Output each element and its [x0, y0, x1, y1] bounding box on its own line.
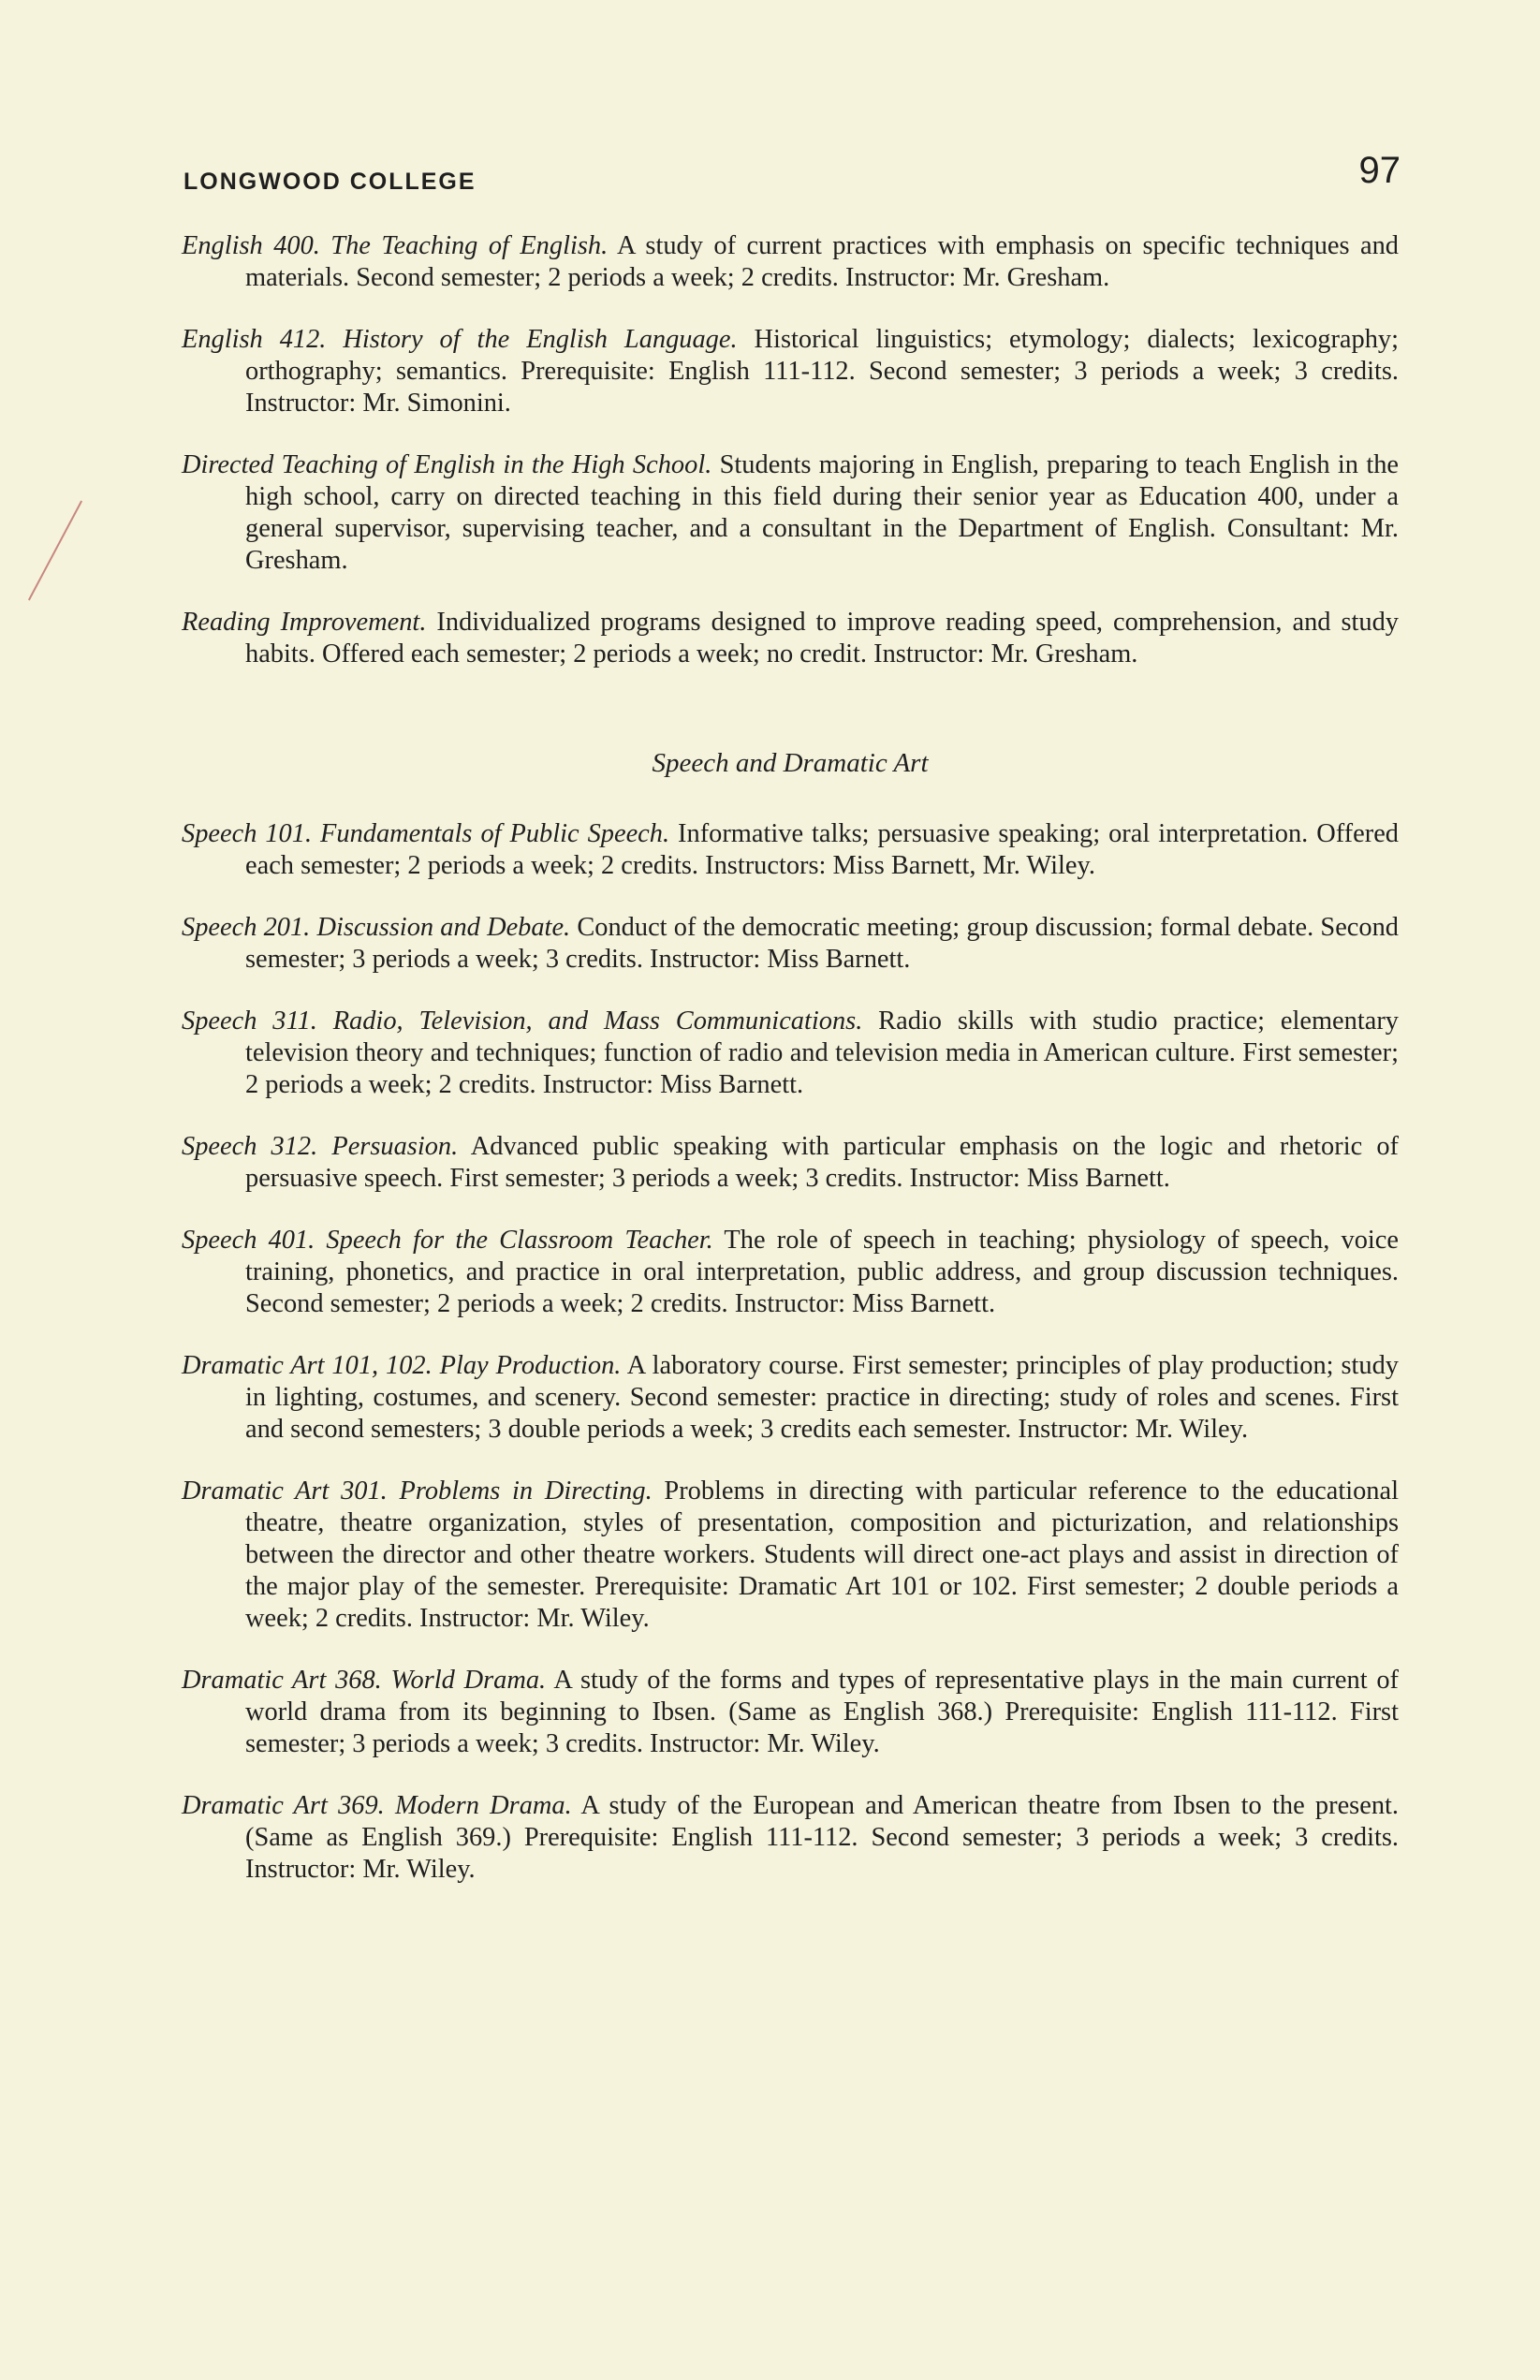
course-description: The role of speech in teaching; physiology of speech, voice training, phonetics, and practice in oral interpretation, public address, and group discussion techniques. Second semester; 2 periods a week; 2 credits. Instructor: Miss Barnett. [245, 1226, 1400, 1318]
course-entry-directed-teaching [182, 449, 1399, 577]
course-description: Historical linguistics; etymology; dialects; lexicography; orthography; semantics. Prerequisite: English 111-112. Second semester; 3 periods a week; 3 credits. Instructor: Mr. Simonini. [245, 325, 1400, 418]
course-heading: Dramatic Art 101, 102. Play Production. [182, 1351, 622, 1380]
course-heading: Dramatic Art 368. World Drama. [182, 1666, 547, 1695]
course-entry-dramatic-art-301 [182, 1476, 1399, 1635]
course-heading: Speech 401. Speech for the Classroom Teacher. [182, 1226, 713, 1255]
course-entry-speech-201 [182, 912, 1399, 976]
course-description: Advanced public speaking with particular emphasis on the logic and rhetoric of persuasive speech. First semester; 3 periods a week; 3 credits. Instructor: Miss Barnett. [245, 1132, 1399, 1193]
course-entry-english-412 [182, 324, 1399, 419]
course-description: Radio skills with studio practice; elementary television theory and techniques; function of radio and television media in American culture. First semester; 2 periods a week; 2 credits. Instructor: Miss Barnett. [245, 1006, 1399, 1099]
course-heading: Speech 101. Fundamentals of Public Speech. [182, 819, 670, 848]
course-description: Students majoring in English, preparing to teach English in the high school, carry on directed teaching in this field during their senior year as Education 400, under a general supervisor, supervising teacher, and a consultant in the Department of English. Consultant: Mr. Gresham. [245, 450, 1399, 575]
running-head: LONGWOOD COLLEGE [183, 169, 477, 195]
course-entry-dramatic-art-368 [182, 1665, 1399, 1760]
course-description: Individualized programs designed to improve reading speed, comprehension, and study habits. Offered each semester; 2 periods a week; no credit. Instructor: Mr. Gresham. [245, 608, 1400, 668]
course-heading: English 400. The Teaching of English. [182, 231, 609, 260]
course-entry-reading-improvement [182, 607, 1399, 670]
course-description: Conduct of the democratic meeting; group discussion; formal debate. Second semester; 3 periods a week; 3 credits. Instructor: Miss Barnett. [245, 913, 1399, 974]
course-description: Problems in directing with particular reference to the educational theatre, theatre organization, styles of presentation, composition and picturization, and relationships between the director and other theatre workers. Students will direct one-act plays and assist in direction of the major play of the semester. Prerequisite: Dramatic Art 101 or 102. First semester; 2 double periods a week; 2 credits. Instructor: Mr. Wiley. [245, 1476, 1399, 1633]
margin-pencil-mark [28, 501, 82, 601]
section-title: Speech and Dramatic Art [652, 748, 929, 778]
page-header [183, 150, 1401, 215]
course-entry-dramatic-art-101-102 [182, 1350, 1399, 1446]
course-entry-speech-311 [182, 1006, 1399, 1101]
page-number: 97 [1358, 150, 1401, 191]
course-entry-speech-312 [182, 1131, 1399, 1195]
course-heading: Dramatic Art 301. Problems in Directing. [182, 1476, 653, 1506]
course-heading: Speech 201. Discussion and Debate. [182, 913, 571, 942]
course-heading: Dramatic Art 369. Modern Drama. [182, 1791, 572, 1820]
course-heading: Speech 311. Radio, Television, and Mass Communications. [182, 1006, 863, 1036]
course-description: Informative talks; persuasive speaking; oral interpretation. Offered each semester; 2 periods a week; 2 credits. Instructors: Miss Barnett, Mr. Wiley. [245, 819, 1399, 880]
course-description: A study of the forms and types of representative plays in the main current of world drama from its beginning to Ibsen. (Same as English 368.) Prerequisite: English 111-112. First semester; 3 periods a week; 3 credits. Instructor: Mr. Wiley. [245, 1666, 1399, 1758]
course-description: A study of current practices with emphasis on specific techniques and materials. Second semester; 2 periods a week; 2 credits. Instructor: Mr. Gresham. [245, 231, 1399, 292]
course-entry-speech-101 [182, 818, 1399, 882]
course-description: A study of the European and American theatre from Ibsen to the present. (Same as English 369.) Prerequisite: English 111-112. Second semester; 3 periods a week; 3 credits. Instructor: Mr. Wiley. [245, 1791, 1399, 1884]
course-heading: Directed Teaching of English in the High School. [182, 450, 712, 479]
course-entry-dramatic-art-369 [182, 1790, 1399, 1886]
course-entry-english-400 [182, 230, 1399, 294]
course-description: A laboratory course. First semester; principles of play production; study in lighting, costumes, and scenery. Second semester: practice in directing; study of roles and scenes. First and second semesters; 3 double periods a week; 3 credits each semester. Instructor: Mr. Wiley. [245, 1351, 1399, 1444]
course-heading: Speech 312. Persuasion. [182, 1132, 459, 1161]
course-heading: English 412. History of the English Language. [182, 325, 738, 354]
page-content [182, 230, 1399, 1916]
course-entry-speech-401 [182, 1225, 1399, 1320]
course-heading: Reading Improvement. [182, 608, 427, 637]
